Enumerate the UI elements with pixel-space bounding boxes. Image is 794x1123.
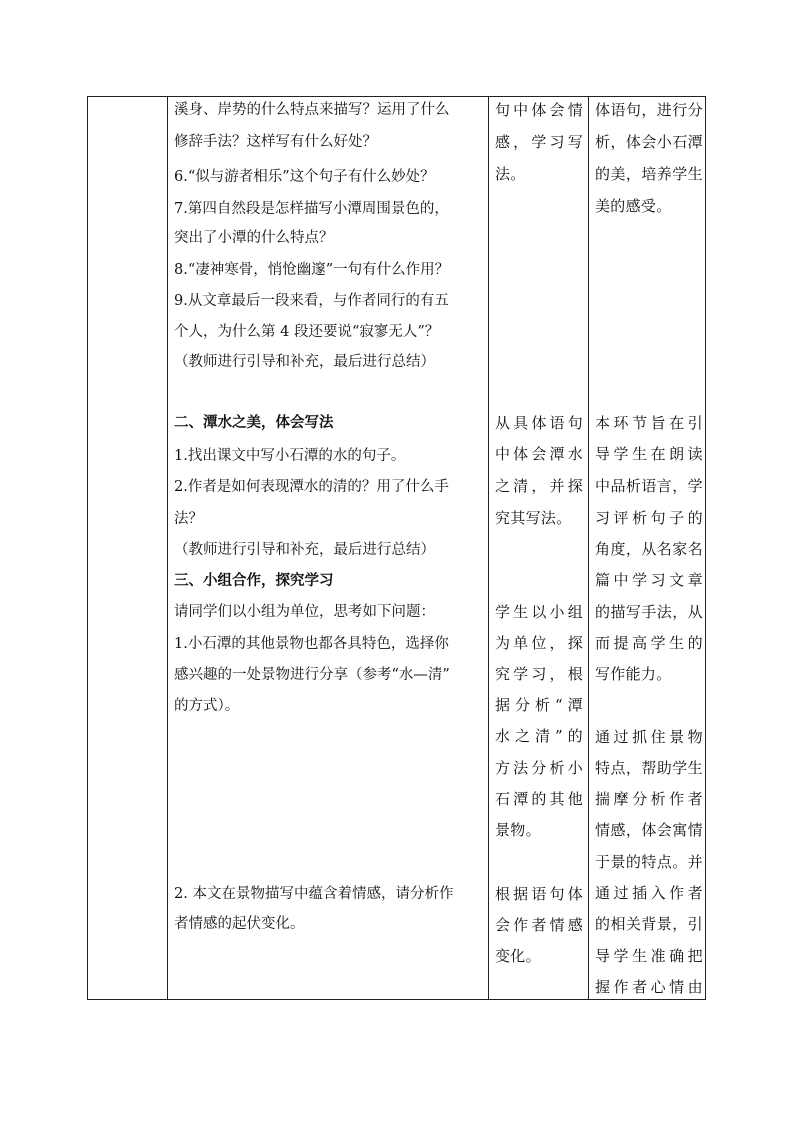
activity-line: 感 ， 学 习 写 (495, 133, 583, 151)
activity-line: 法。 (495, 165, 526, 183)
activity-line: 据 分 析 “ 潭 (495, 696, 583, 714)
content-line: （教师进行引导和补充，最后进行总结） (174, 542, 435, 558)
student-activity-cell (495, 97, 583, 999)
content-line: 2. 本文在景物描写中蕴含着情感，请分析作 (174, 886, 454, 902)
intent-line: 中 品 析 语 言 ， 学 (595, 477, 703, 495)
intent-line: 通 过 抓 住 景 物 (595, 728, 703, 746)
intent-line: 于 景 的 特 点 。 并 (595, 853, 703, 871)
intent-line: 本 环 节 旨 在 引 (595, 414, 703, 432)
intent-line: 美的感受。 (595, 197, 672, 215)
activity-line: 根 据 语 句 体 (495, 885, 583, 903)
column-divider (167, 97, 168, 999)
content-line: 8.“凄神寒骨，悄怆幽邃”一句有什么作用？ (174, 262, 450, 278)
activity-line: 句 中 体 会 情 (495, 101, 583, 119)
activity-line: 变化。 (495, 947, 541, 965)
content-line: 修辞手法？这样写有什么好处？ (174, 134, 377, 150)
lesson-plan-table (87, 96, 706, 1000)
activity-line: 会 作 者 情 感 (495, 916, 583, 934)
activity-line: 之 清 ， 并 探 (495, 477, 583, 495)
intent-line: 角 度 ， 从 名 家 名 (595, 540, 703, 558)
column-divider (588, 97, 589, 999)
intent-line: 情 感 ， 体 会 寓 情 (595, 821, 703, 839)
activity-line: 究 学 习 ， 根 (495, 665, 583, 683)
content-line: （教师进行引导和补充，最后进行总结） (174, 354, 435, 370)
teaching-content-cell (174, 97, 482, 999)
intent-line: 揣 摩 分 析 作 者 (595, 790, 703, 808)
content-line: 突出了小潭的什么特点？ (174, 230, 334, 246)
intent-line: 的 相 关 背 景 ， 引 (595, 915, 703, 933)
activity-line: 中 体 会 潭 水 (495, 445, 583, 463)
intent-line: 的 美 ， 培 养 学 生 (595, 165, 703, 183)
intent-line: 写作能力。 (595, 665, 672, 683)
content-line: 感兴趣的一处景物进行分享（参考“水—清” (174, 667, 450, 683)
design-intent-cell (595, 97, 703, 999)
intent-line: 通 过 插 入 作 者 (595, 884, 703, 902)
activity-line: 学 生 以 小 组 (495, 603, 583, 621)
activity-line: 究其写法。 (495, 509, 572, 527)
content-line: 9.从文章最后一段来看，与作者同行的有五 (174, 293, 449, 309)
intent-line: 习 评 析 句 子 的 (595, 509, 703, 527)
intent-line: 体 语 句 ， 进 行 分 (595, 101, 703, 119)
intent-line: 特 点 ， 帮 助 学 生 (595, 759, 703, 777)
intent-line: 篇 中 学 习 文 章 (595, 571, 703, 589)
intent-line: 导 学 生 在 朗 读 (595, 445, 703, 463)
content-line: 的方式）。 (174, 698, 240, 714)
intent-line: 握 作 者 心 情 由 (595, 978, 703, 996)
activity-line: 石 潭 的 其 他 (495, 790, 583, 808)
content-line: 者情感的起伏变化。 (174, 916, 305, 932)
intent-line: 导 学 生 准 确 把 (595, 947, 703, 965)
content-line: 请同学们以小组为单位，思考如下问题： (174, 604, 435, 620)
intent-line: 而 提 高 学 生 的 (595, 634, 703, 652)
content-line: 1.小石潭的其他景物也都各具特色，选择你 (174, 636, 449, 652)
section-heading: 二、潭水之美，体会写法 (174, 415, 334, 431)
activity-line: 水 之 清 ” 的 (495, 727, 583, 745)
content-line: 法？ (174, 511, 203, 527)
content-line: 7.第四自然段是怎样描写小潭周围景色的， (174, 201, 449, 217)
column-divider (488, 97, 489, 999)
content-line: 个人，为什么第 4 段还要说“寂寥无人”？ (174, 324, 440, 340)
activity-line: 为 单 位 ， 探 (495, 634, 583, 652)
content-line: 溪身、岸势的什么特点来描写？运用了什么 (174, 102, 450, 118)
intent-line: 析 ， 体 会 小 石 潭 (595, 133, 703, 151)
activity-line: 方 法 分 析 小 (495, 759, 583, 777)
activity-line: 从 具 体 语 句 (495, 414, 583, 432)
content-line: 2.作者是如何表现潭水的清的？用了什么手 (174, 479, 449, 495)
intent-line: 的 描 写 手 法 ， 从 (595, 603, 703, 621)
content-line: 1.找出课文中写小石潭的水的句子。 (174, 448, 406, 464)
content-line: 6.“似与游者相乐”这个句子有什么妙处？ (174, 169, 435, 185)
activity-line: 景物。 (495, 821, 541, 839)
section-heading: 三、小组合作，探究学习 (174, 573, 334, 589)
